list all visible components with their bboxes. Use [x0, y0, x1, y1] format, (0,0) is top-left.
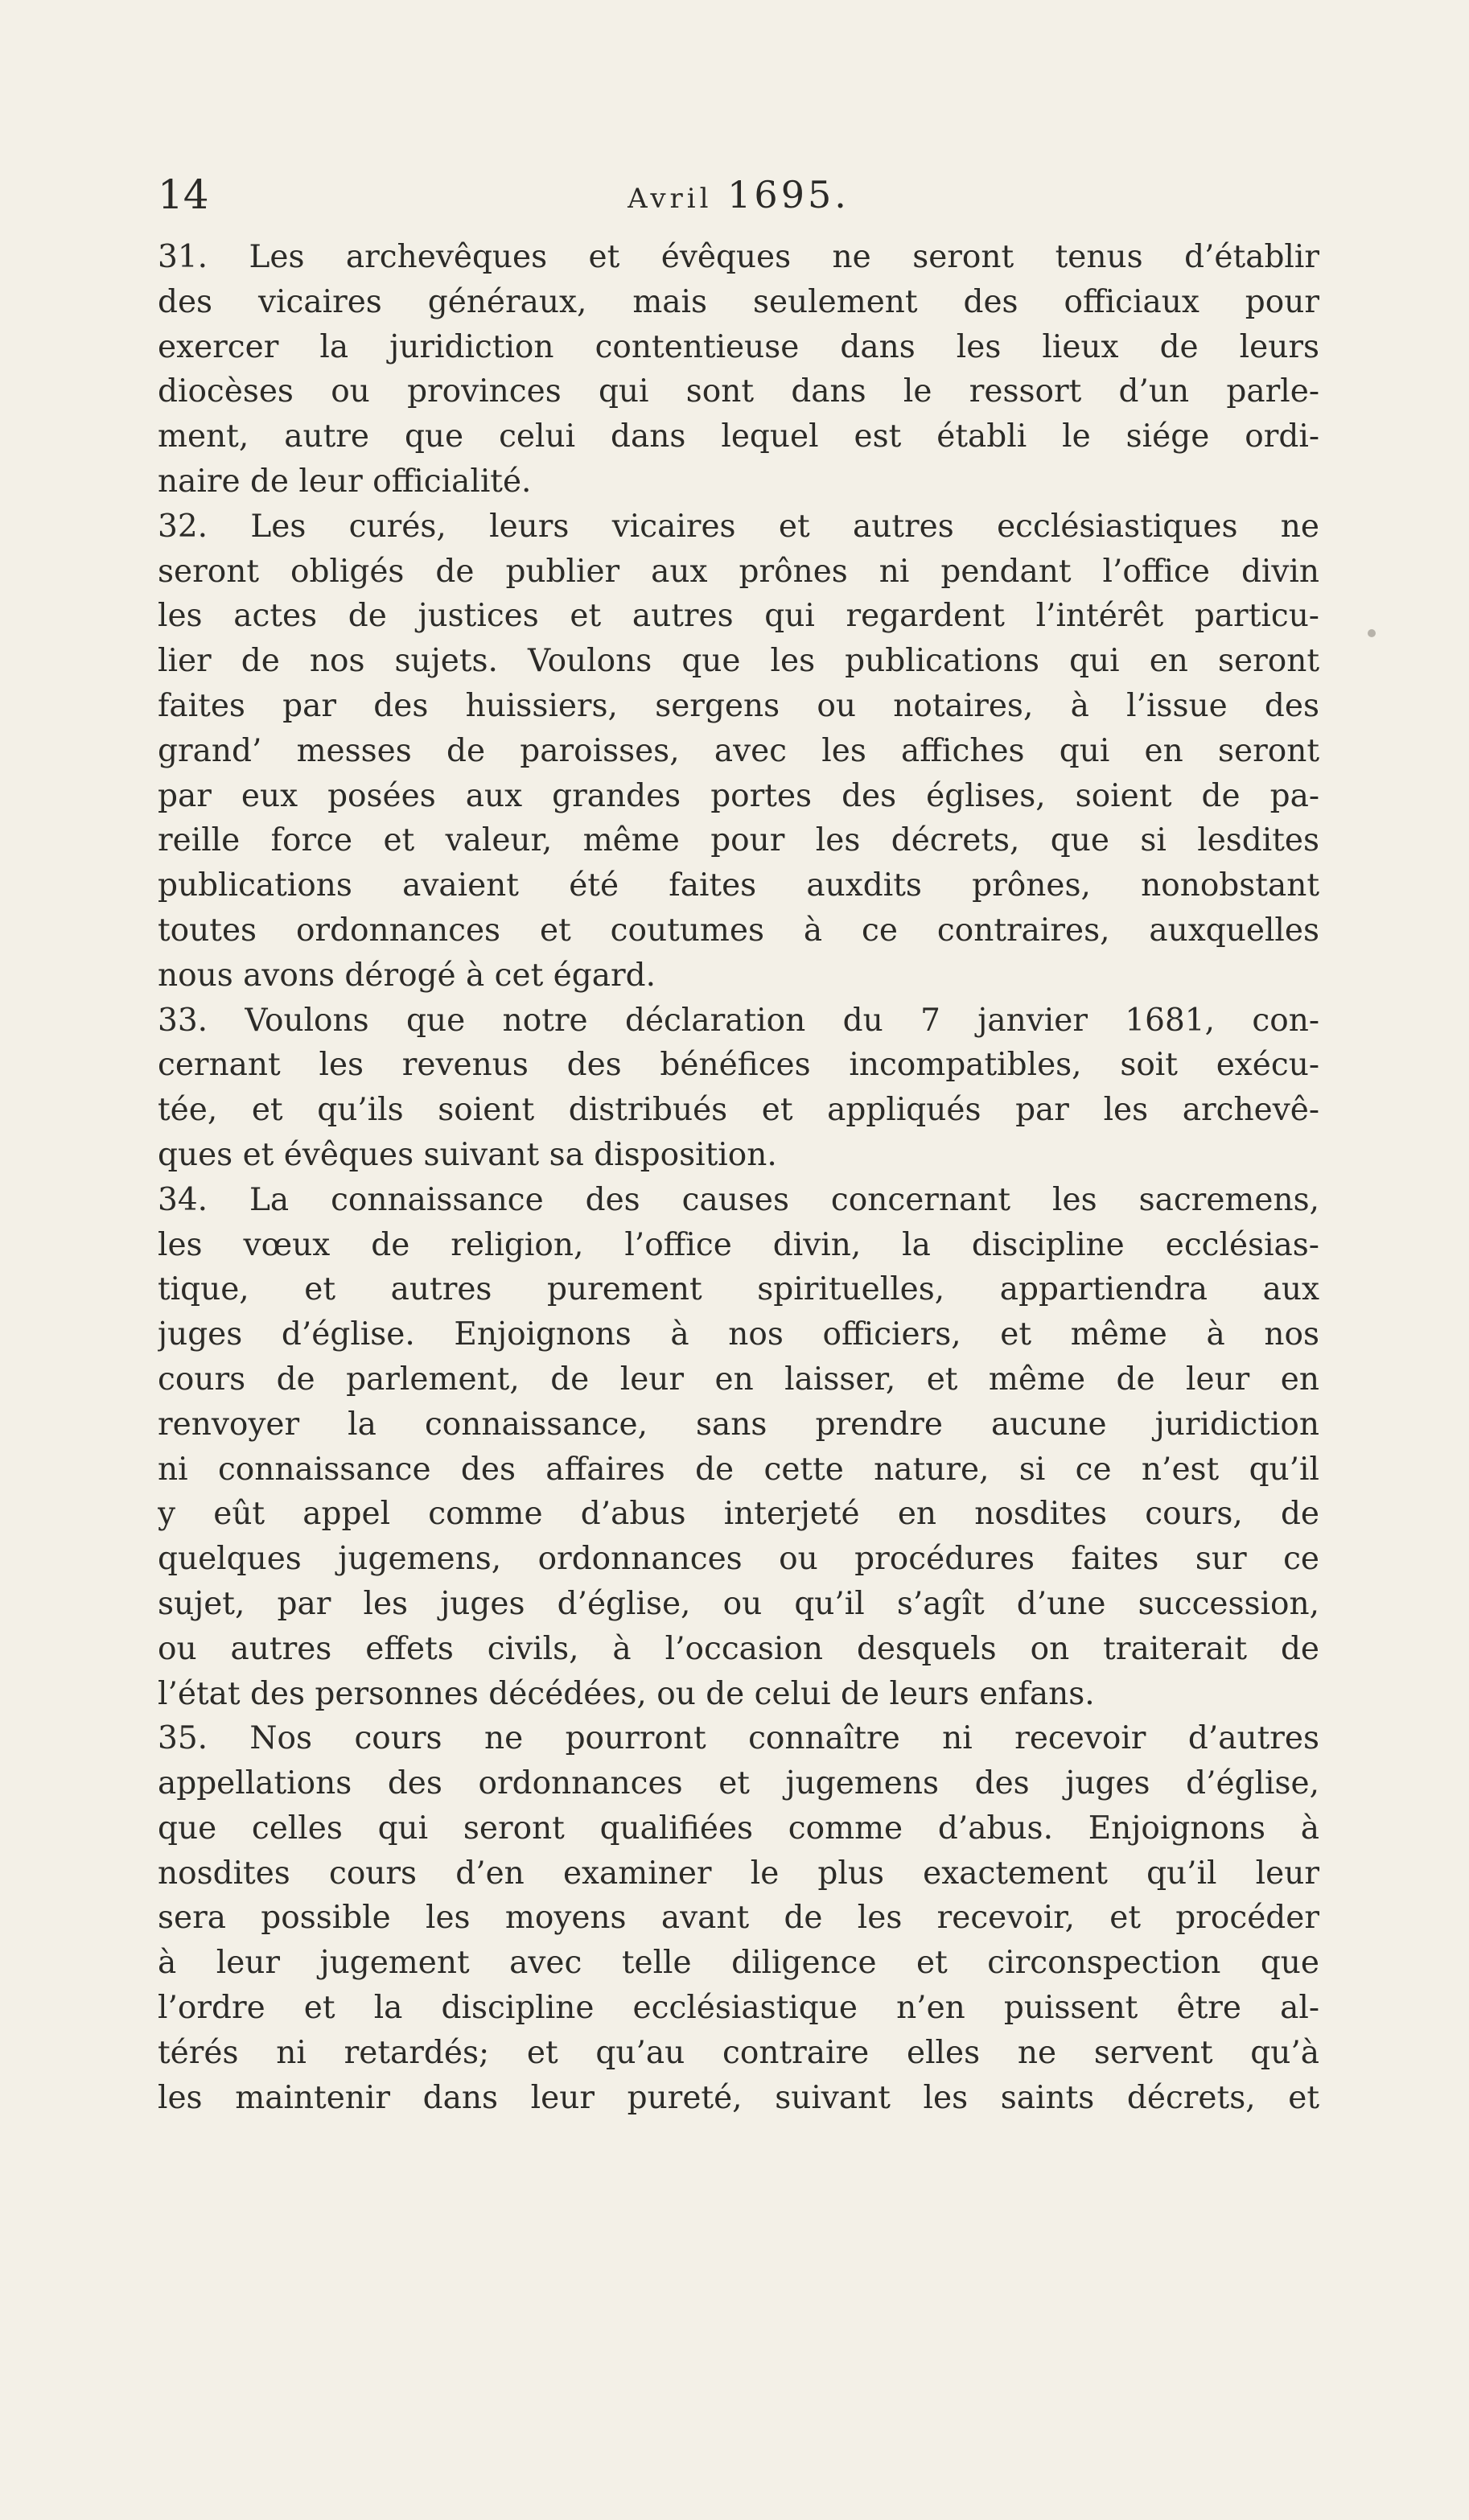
text-line: nous avons dérogé à cet égard.	[158, 957, 656, 994]
text-line: quelques jugemens, ordonnances ou procédures faites sur ce	[158, 1541, 1319, 1578]
text-line: que celles qui seront qualifiées comme d’abus. Enjoignons à	[158, 1810, 1319, 1847]
ink-speck	[1368, 629, 1376, 637]
text-line: térés ni retardés; et qu’au contraire elles ne servent qu’à	[158, 2034, 1319, 2071]
text-line: appellations des ordonnances et jugemens des juges d’église,	[158, 1765, 1319, 1802]
text-line: à leur jugement avec telle diligence et circonspection que	[158, 1945, 1319, 1982]
text-line: l’ordre et la discipline ecclésiastique n’en puissent être al-	[158, 1990, 1319, 2027]
text-line: publications avaient été faites auxdits prônes, nonobstant	[158, 867, 1319, 904]
running-head-year: 1695.	[727, 173, 850, 216]
text-line: exercer la juridiction contentieuse dans les lieux de leurs	[158, 328, 1319, 365]
running-head	[158, 171, 1319, 223]
text-line: tée, et qu’ils soient distribués et appliqués par les archevê-	[158, 1092, 1319, 1129]
text-line: ou autres effets civils, à l’occasion desquels on traiterait de	[158, 1630, 1319, 1667]
text-line: des vicaires généraux, mais seulement des officiaux pour	[158, 283, 1319, 320]
text-line: 31. Les archevêques et évêques ne seront tenus d’établir	[158, 239, 1319, 275]
page-number: 14	[158, 171, 209, 218]
text-line: grand’ messes de paroisses, avec les affiches qui en seront	[158, 732, 1319, 769]
text-line: renvoyer la connaissance, sans prendre aucune juridiction	[158, 1406, 1319, 1443]
text-line: y eût appel comme d’abus interjeté en nosdites cours, de	[158, 1496, 1319, 1533]
text-line: reille force et valeur, même pour les décrets, que si lesdites	[158, 822, 1319, 859]
text-line: juges d’église. Enjoignons à nos officiers, et même à nos	[158, 1316, 1319, 1353]
text-line: l’état des personnes décédées, ou de celui de leurs enfans.	[158, 1675, 1095, 1712]
text-line: les actes de justices et autres qui regardent l’intérêt particu-	[158, 598, 1319, 635]
text-line: les maintenir dans leur pureté, suivant les saints décrets, et	[158, 2079, 1319, 2116]
text-line: les vœux de religion, l’office divin, la discipline ecclésias-	[158, 1226, 1319, 1263]
text-line: 32. Les curés, leurs vicaires et autres ecclésiastiques ne	[158, 508, 1319, 545]
text-line: cernant les revenus des bénéfices incompatibles, soit exécu-	[158, 1047, 1319, 1084]
text-line: ni connaissance des affaires de cette nature, si ce n’est qu’il	[158, 1451, 1319, 1488]
text-line: 35. Nos cours ne pourront connaître ni recevoir d’autres	[158, 1720, 1319, 1757]
text-line: lier de nos sujets. Voulons que les publications qui en seront	[158, 643, 1319, 680]
text-line: naire de leur officialité.	[158, 463, 532, 500]
text-line: nosdites cours d’en examiner le plus exactement qu’il leur	[158, 1855, 1319, 1892]
text-line: cours de parlement, de leur en laisser, et même de leur en	[158, 1361, 1319, 1398]
text-line: sera possible les moyens avant de les recevoir, et procéder	[158, 1900, 1319, 1937]
running-head-month: Avril	[628, 183, 713, 215]
page-header	[158, 171, 1319, 224]
text-line: 33. Voulons que notre déclaration du 7 janvier 1681, con-	[158, 1002, 1319, 1039]
text-line: tique, et autres purement spirituelles, appartiendra aux	[158, 1271, 1319, 1308]
body-text	[158, 235, 1319, 2120]
text-line: sujet, par les juges d’église, ou qu’il s’agît d’une succession,	[158, 1585, 1319, 1622]
text-line: toutes ordonnances et coutumes à ce contraires, auxquelles	[158, 912, 1319, 949]
text-line: ment, autre que celui dans lequel est établi le siége ordi-	[158, 418, 1319, 455]
text-line: seront obligés de publier aux prônes ni pendant l’office divin	[158, 553, 1319, 590]
text-line: par eux posées aux grandes portes des églises, soient de pa-	[158, 777, 1319, 814]
text-line: faites par des huissiers, sergens ou notaires, à l’issue des	[158, 687, 1319, 724]
text-line: ques et évêques suivant sa disposition.	[158, 1136, 777, 1173]
text-line: 34. La connaissance des causes concernant les sacremens,	[158, 1181, 1319, 1218]
text-line: diocèses ou provinces qui sont dans le ressort d’un parle-	[158, 373, 1319, 410]
